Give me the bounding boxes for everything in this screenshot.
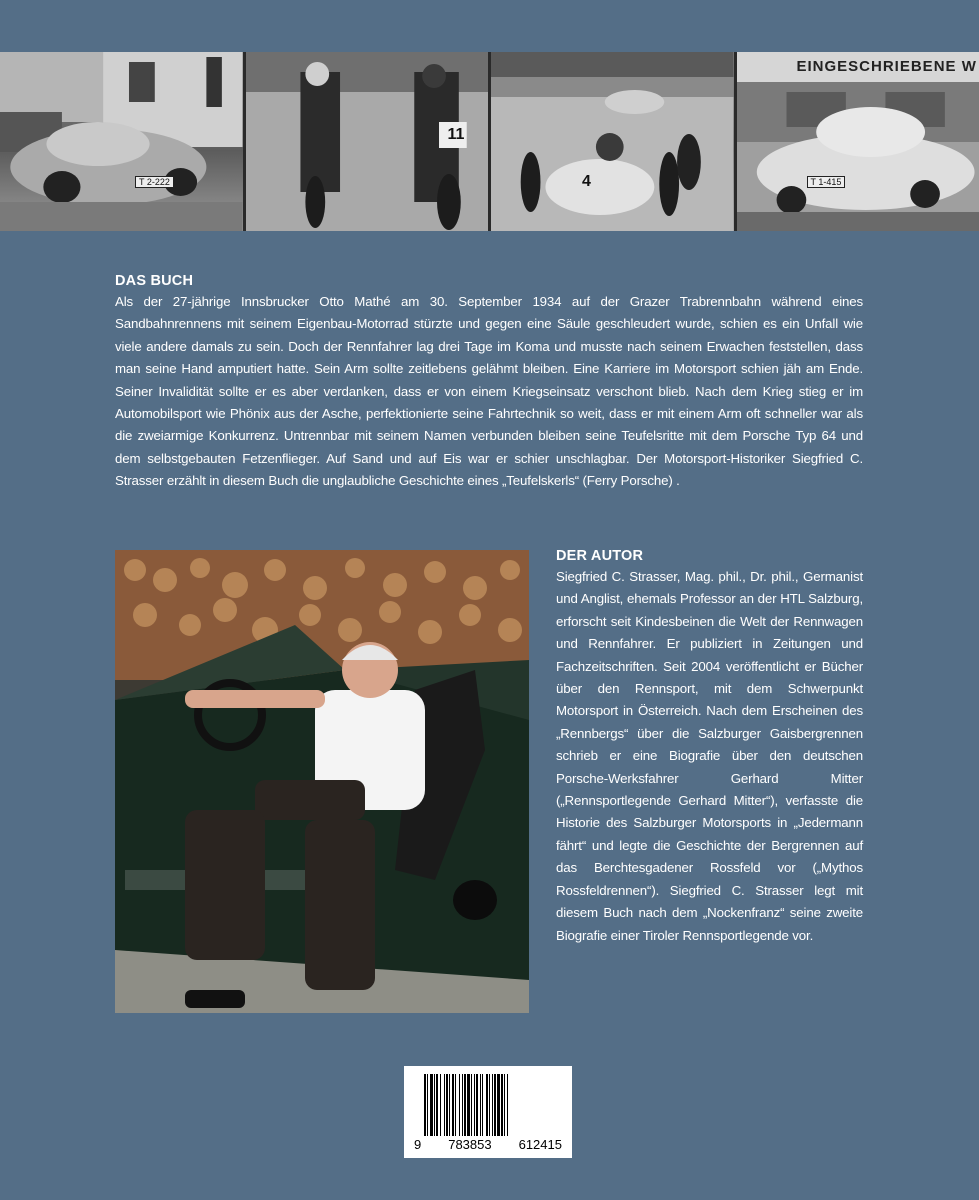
barcode-bar xyxy=(508,1074,509,1136)
author-section xyxy=(556,548,863,947)
building-sign: EINGESCHRIEBENE W xyxy=(796,58,977,75)
race-number: 4 xyxy=(582,173,591,190)
race-number: 11 xyxy=(447,126,465,143)
author-photo xyxy=(115,550,529,1013)
barcode-bars xyxy=(414,1074,562,1136)
isbn-barcode xyxy=(404,1066,572,1158)
license-plate: T 1-415 xyxy=(807,176,846,188)
barcode-digit-group: 9 xyxy=(414,1137,422,1152)
barcode-digit-group: 612415 xyxy=(518,1137,562,1152)
barcode-digit-group: 783853 xyxy=(448,1137,492,1152)
race-car-track-photo xyxy=(491,52,734,231)
author-heading: DER AUTOR xyxy=(556,548,644,564)
porsche-356-photo xyxy=(737,52,979,231)
license-plate: T 2-222 xyxy=(135,176,174,188)
porsche-typ64-photo xyxy=(0,52,243,231)
photo-strip xyxy=(0,52,979,231)
book-description: Als der 27-jährige Innsbrucker Otto Mathé am 30. September 1934 auf der Grazer Trabrennbahn während eines Sandbahnrennens mit seinem Eigenbau-Motorrad stürzte und gegen eine Säule geschleudert wurde, schien es ein Unfall wie viele andere damals zu sein. Doch der Rennfahrer lag drei Tage im Koma und musste nach seinem Erwachen feststellen, dass man seine Hand amputiert hatte. Sein Arm sollte zeitlebens gelähmt bleiben. Eine Karriere im Motorsport schien jäh am Ende. Seiner Invalidität sollte er es aber verdanken, dass er von einem Kriegseinsatz verschont blieb. Nach dem Krieg stieg er im Automobilsport wie Phönix aus der Asche, perfektionierte seine Fahrtechnik so weit, dass er mit einem Arm oft schneller war als die zweiarmige Konkurrenz. Untrennbar mit seinem Namen verbunden bleiben seine Teufelsritte mit dem Porsche Typ 64 und dem selbstgebauten Fetzenflieger. Auf Sand und auf Eis war er schier unschlagbar. Der Motorsport-Historiker Siegfried C. Strasser erzählt in diesem Buch die unglaubliche Geschichte eines „Teufelskerls“ (Ferry Porsche) . xyxy=(115,294,863,489)
author-biography: Siegfried C. Strasser, Mag. phil., Dr. phil., Germanist und Anglist, ehemals Professor an der HTL Salzburg, erforscht seit Kindesbeinen die Welt der Rennwagen und Rennfahrer. Er publiziert in Zeitungen und Fachzeitschriften. Seit 2004 veröffentlicht er Bücher über den Rennsport, mit dem Schwerpunkt Motorsport in Österreich. Nach dem Erscheinen des „Rennbergs“ über die Salzburger Gaisbergrennen schrieb er eine Biografie über den deutschen Porsche-Werksfahrer Gerhard Mitter („Rennsportlegende Gerhard Mitter“), verfasste die Historie des Salzburger Motorsports in „Jedermann fährt“ und legte die Geschichte der Bergrennen auf das Berchtesgadener Rossfeld vor („Mythos Rossfeldrennen“). Siegfried C. Strasser legt mit diesem Buch nach dem „Nockenfranz“ seine zweite Biografie einer Tiroler Rennsportlegende vor. xyxy=(556,569,863,943)
motorcycle-riders-photo xyxy=(246,52,489,231)
book-heading: DAS BUCH xyxy=(115,273,194,289)
book-section xyxy=(115,273,863,493)
barcode-digits xyxy=(414,1137,562,1153)
